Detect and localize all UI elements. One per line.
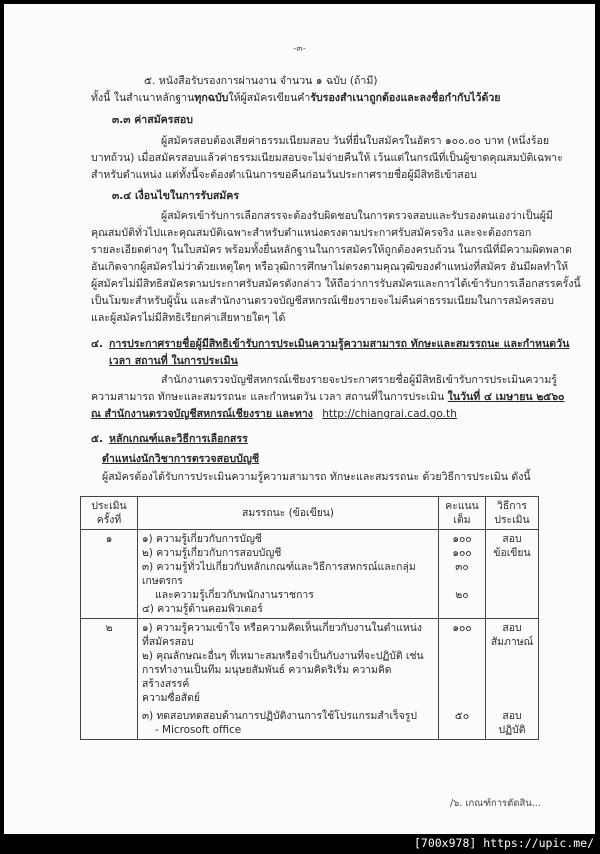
assessment-table — [80, 496, 539, 740]
table-row — [81, 530, 539, 619]
page-number: -๓- — [293, 44, 306, 54]
sec33-line: ผู้สมัครสอบต้องเสียค่าธรรมเนียมสอบ วันที่ยื่นใบสมัครในอัตรา ๑๐๐.๐๐ บาท (หนึ่งร้อย — [161, 135, 550, 147]
assessment-date: ในวันที่ ๔ เมษายน ๒๕๖๐ — [447, 391, 565, 403]
sec4-line: สำนักงานตรวจบัญชีสหกรณ์เชียงรายจะประกาศรายชื่อผู้มีสิทธิเข้ารับการประเมินความรู้ — [161, 374, 557, 386]
header-score: คะแนน เต็ม — [439, 497, 486, 530]
note-line: ทั้งนี้ ในสำเนาหลักฐานทุกฉบับให้ผู้สมัครเขียนคำรับรองสำเนาถูกต้องและลงชื่อกำกับไว้ด้วย — [91, 92, 501, 104]
method-cell: สอบปฏิบัติ — [486, 707, 539, 740]
sec34-line: ผู้สมัครไม่มีสิทธิสมัครตามประกาศรับสมัครดังกล่าว ให้ถือว่าการรับสมัครและการได้เข้ารับการเลือกสรรครั้งนี้ — [91, 278, 581, 290]
sec4-number: ๔. — [91, 338, 104, 350]
header-competency: สมรรถนะ (ข้อเขียน) — [138, 497, 439, 530]
method-cell: สอบ ข้อเขียน — [486, 530, 539, 619]
table-header-row — [81, 497, 539, 530]
sec4-heading: การประกาศรายชื่อผู้มีสิทธิเข้ารับการประเมินความรู้ความสามารถ ทักษะและสมรรถนะ และกำหนดวัน — [109, 338, 570, 350]
sec34-heading: ๓.๔ เงื่อนไขในการรับสมัคร — [112, 190, 240, 202]
table-row — [81, 707, 539, 740]
watermark-text: [700x978] https://upic.me/ — [413, 836, 594, 850]
sec5-heading: หลักเกณฑ์และวิธีการเลือกสรร — [109, 433, 248, 445]
sec34-line: คุณสมบัติทั่วไปและคุณสมบัติเฉพาะสำหรับตำแหน่งตรงตามประกาศรับสมัครจริง และจะต้องกรอก — [91, 227, 532, 239]
image-host-watermark-bar — [0, 834, 600, 854]
sec33-line: สำหรับตำแหน่ง แต่ทั้งนี้จะต้องดำเนินการขอคืนก่อนวันประกาศรายชื่อผู้มีสิทธิเข้าสอบ — [91, 169, 477, 181]
method-cell: สอบ สัมภาษณ์ — [486, 619, 539, 708]
sec4-heading-cont: เวลา สถานที่ ในการประเมิน — [109, 355, 238, 367]
continuation-note: /๖. เกณฑ์การตัดสิน... — [450, 798, 541, 809]
round-cell: ๑ — [81, 530, 138, 619]
sec34-line: และผู้สมัครไม่มีสิทธิเรียกค่าเสียหายใดๆ ได้ — [91, 312, 286, 324]
sec5-intro: ผู้สมัครต้องได้รับการประเมินความรู้ความสามารถ ทักษะและสมรรถนะ ด้วยวิธีการประเมิน ดังนี้ — [102, 471, 531, 483]
sec34-line: เป็นโมฆะสำหรับผู้นั้น และสำนักงานตรวจบัญชีสหกรณ์เชียงรายจะไม่คืนค่าธรรมเนียมในการสมัครสอบ — [91, 295, 554, 307]
sec4-line — [91, 407, 457, 421]
website-link[interactable]: http://chiangrai.cad.go.th — [322, 408, 457, 420]
score-cell: ๑๐๐ ๑๐๐ ๓๐ ๒๐ — [439, 530, 486, 619]
score-cell: ๕๐ — [439, 707, 486, 740]
sec5-number: ๕. — [91, 433, 104, 445]
sec33-line: บาทถ้วน) เมื่อสมัครสอบแล้วค่าธรรมเนียมสอบจะไม่จ่ายคืนให้ เว้นแต่ในกรณีที่เป็นผู้ขาดคุณสมบัติเฉพาะ — [91, 152, 563, 164]
competency-cell: ๑) ความรู้เกี่ยวกับการบัญชี ๒) ความรู้เกี่ยวกับการสอบบัญชี ๓) ความรู้ทั่วไปเกี่ยวกับหลักเกณฑ์และวิธีการสหกรณ์และกลุ่มเกษตรกร และความรู้เกี่ยวกับพนักงานราชการ ๔) ความรู้ด้านคอมพิวเตอร์ — [138, 530, 439, 619]
score-cell: ๑๐๐ — [439, 619, 486, 708]
position-title: ตำแหน่งนักวิชาการตรวจสอบบัญชี — [102, 453, 260, 465]
header-round: ประเมิน ครั้งที่ — [81, 497, 138, 530]
competency-cell: ๑) ความรู้ความเข้าใจ หรือความคิดเห็นเกี่ยวกับงานในตำแหน่ง ที่สมัครสอบ ๒) คุณลักษณะอื่นๆ ที่เหมาะสมหรือจำเป็นกับงานที่จะปฏิบัติ เช่น การทำงานเป็นทีม มนุษยสัมพันธ์ ความคิดริเริ่ม ความคิดสร้างสรรค์ ความซื่อสัตย์ — [138, 619, 439, 708]
sec34-line: รายละเอียดต่างๆ ในใบสมัคร พร้อมทั้งยื่นหลักฐานในการสมัครให้ถูกต้องครบถ้วน ในกรณีที่มีความผิดพลาด — [91, 244, 572, 256]
competency-cell: ๓) ทดสอบทดสอบด้านการปฏิบัติงานการใช้โปรแกรมสำเร็จรูป - Microsoft office — [138, 707, 439, 740]
table-row — [81, 619, 539, 708]
sec33-heading: ๓.๓ ค่าสมัครสอบ — [112, 114, 194, 126]
assessment-venue: ณ สำนักงานตรวจบัญชีสหกรณ์เชียงราย และทาง — [91, 408, 313, 420]
item5-document: ๕. หนังสือรับรองการผ่านงาน จำนวน ๑ ฉบับ (ถ้ามี) — [144, 75, 378, 87]
header-method: วิธีการ ประเมิน — [486, 497, 539, 530]
sec34-line: อันเกิดจากผู้สมัครไม่ว่าด้วยเหตุใดๆ หรือวุฒิการศึกษาไม่ตรงตามคุณวุฒิของตำแหน่งที่สมัคร อันมีผลทำให้ — [91, 261, 569, 273]
sec34-line: ผู้สมัครเข้ารับการเลือกสรรจะต้องรับผิดชอบในการตรวจสอบและรับรองตนเองว่าเป็นผู้มี — [161, 210, 553, 222]
sec4-line: ความสามารถ ทักษะและสมรรถนะ และกำหนดวัน เวลา สถานที่ในการประเมิน ในวันที่ ๔ เมษายน ๒๕๖๐ — [91, 391, 565, 403]
round-cell: ๒ — [81, 619, 138, 740]
